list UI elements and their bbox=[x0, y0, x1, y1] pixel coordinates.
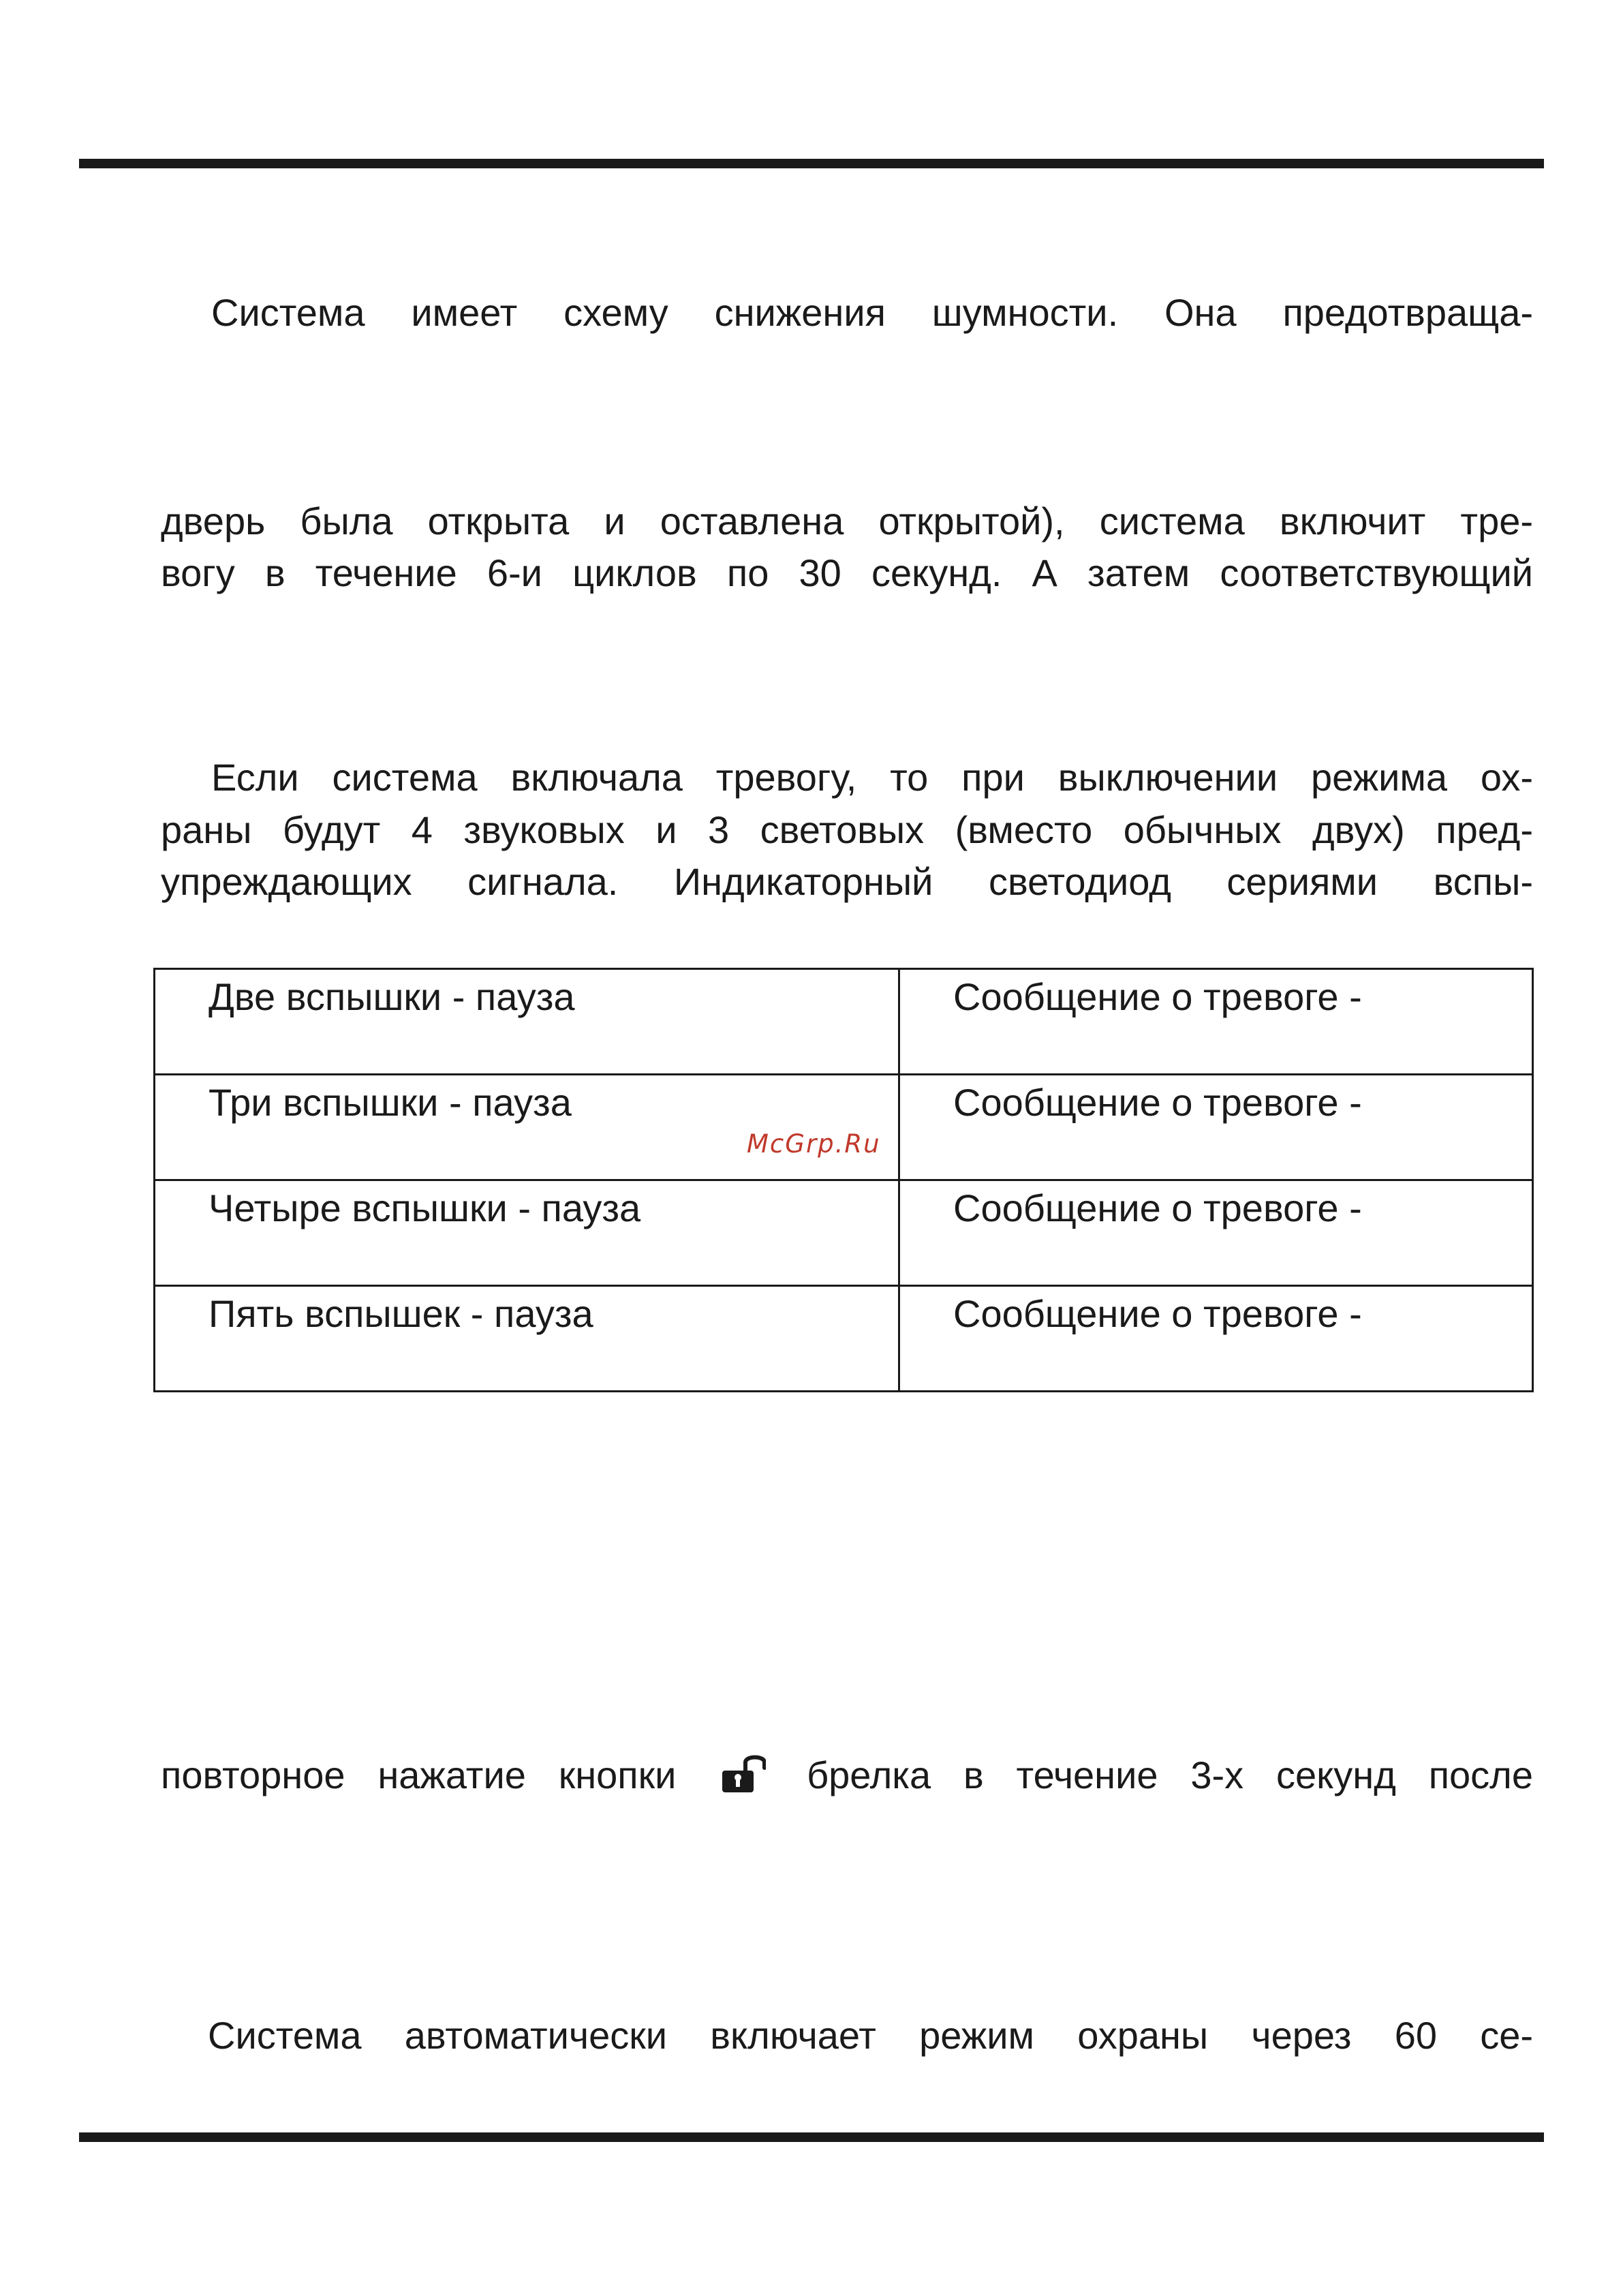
paragraph-3-line-1: Если система включала тревогу, то при выключении режима ох- bbox=[211, 756, 1533, 799]
paragraph-2-line-1: дверь была открыта и оставлена открытой), система включит тре- bbox=[161, 500, 1533, 542]
alarm-message-cell: Сообщение о тревоге - bbox=[899, 969, 1533, 1075]
paragraph-5-line-1: Система автоматически включает режим охраны через 60 се- bbox=[208, 2014, 1533, 2057]
unlock-icon bbox=[721, 1751, 766, 1794]
paragraph-4-line-1 bbox=[161, 1749, 1533, 1801]
alarm-message-cell: Сообщение о тревоге - bbox=[899, 1075, 1533, 1180]
flash-pattern-cell: Две вспышки - пауза bbox=[155, 969, 899, 1075]
top-rule bbox=[79, 159, 1544, 168]
table-row bbox=[155, 1286, 1533, 1392]
bottom-rule bbox=[79, 2132, 1544, 2142]
watermark: McGrp.Ru bbox=[747, 1129, 881, 1159]
table-row bbox=[155, 1180, 1533, 1286]
paragraph-2-line-2: вогу в течение 6-и циклов по 30 секунд. А затем соответствующий bbox=[161, 551, 1533, 594]
paragraph-3-line-3: упреждающих сигнала. Индикаторный светодиод сериями вспы- bbox=[161, 860, 1533, 903]
alarm-message-cell: Сообщение о тревоге - bbox=[899, 1286, 1533, 1392]
flash-pattern-cell: Четыре вспышки - пауза bbox=[155, 1180, 899, 1286]
table-row bbox=[155, 1075, 1533, 1180]
alarm-code-table bbox=[153, 968, 1534, 1392]
alarm-message-cell: Сообщение о тревоге - bbox=[899, 1180, 1533, 1286]
paragraph-1-line-1: Система имеет схему снижения шумности. Она предотвраща- bbox=[211, 291, 1533, 334]
table-row bbox=[155, 969, 1533, 1075]
flash-pattern-cell: Три вспышки - пауза bbox=[155, 1075, 899, 1180]
paragraph-4-text-before: повторное нажатие кнопки bbox=[161, 1754, 677, 1796]
paragraph-4-text-after: брелка в течение 3-х секунд после bbox=[807, 1754, 1534, 1796]
flash-pattern-cell: Пять вспышек - пауза bbox=[155, 1286, 899, 1392]
paragraph-3-line-2: раны будут 4 звуковых и 3 световых (вместо обычных двух) пред- bbox=[161, 808, 1533, 851]
